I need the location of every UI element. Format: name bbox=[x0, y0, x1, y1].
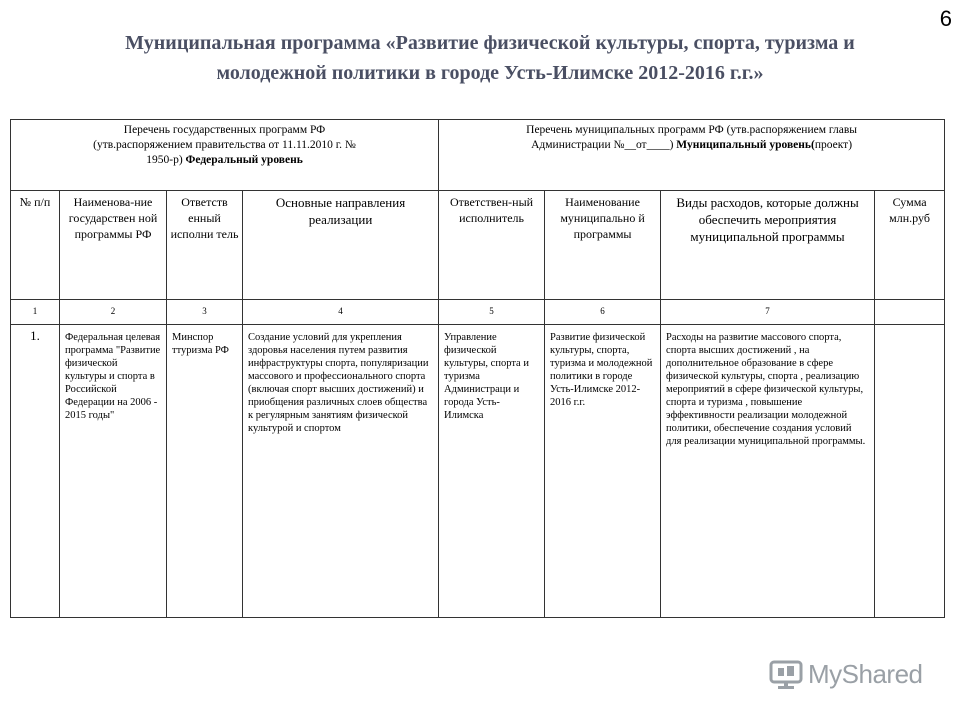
table-row bbox=[11, 325, 945, 618]
column-number-4: 4 bbox=[243, 300, 439, 325]
watermark bbox=[768, 656, 923, 692]
column-header-expenses: Виды расходов, которые должны обеспечить мероприятия муниципальной программы bbox=[661, 191, 875, 300]
federal-header-line-1: Перечень государственных программ РФ bbox=[123, 124, 326, 136]
federal-level-header bbox=[11, 120, 439, 191]
column-number-6: 6 bbox=[545, 300, 661, 325]
page-title bbox=[40, 28, 940, 88]
municipal-level-header bbox=[439, 120, 945, 191]
municipal-header-line-1: Перечень муниципальных программ РФ (утв.распоряжением главы bbox=[526, 124, 857, 136]
page-number: 6 bbox=[939, 6, 952, 31]
column-number-5: 5 bbox=[439, 300, 545, 325]
federal-level-label: Федеральный уровень bbox=[185, 154, 303, 166]
municipal-order-number: Администрации №__от____) bbox=[531, 139, 674, 151]
column-header-sum: Сумма млн.руб bbox=[875, 191, 945, 300]
municipal-level-label: Муниципальный уровень( bbox=[676, 139, 815, 151]
column-number-7: 7 bbox=[661, 300, 875, 325]
programs-table bbox=[10, 119, 945, 618]
column-header-executor: Ответств енный исполни тель bbox=[167, 191, 243, 300]
table-group-header-row bbox=[11, 120, 945, 191]
title-line-2: молодежной политики в городе Усть-Илимске 2012-2016 г.г.» bbox=[216, 62, 764, 84]
row-directions: Создание условий для укрепления здоровья населения путем развития инфраструктуры спорта, популяризации массового и профессионального спорта (включая спорт высших достижений) и приобщения различных слоев общества к регулярным занятиям физической культурой и спортом bbox=[243, 325, 439, 618]
row-sum bbox=[875, 325, 945, 618]
table-column-header-row bbox=[11, 191, 945, 300]
column-header-number: № п/п bbox=[11, 191, 60, 300]
watermark-brand: MyShared bbox=[808, 658, 923, 689]
title-line-1: Муниципальная программа «Развитие физической культуры, спорта, туризма и bbox=[125, 32, 855, 54]
municipal-level-status: проект) bbox=[814, 139, 853, 151]
column-number-3: 3 bbox=[167, 300, 243, 325]
column-number-1: 1 bbox=[11, 300, 60, 325]
column-header-program-name: Наименова-ние государствен ной программы РФ bbox=[60, 191, 167, 300]
column-number-empty bbox=[875, 300, 945, 325]
federal-header-line-2: (утв.распоряжением правительства от 11.11.2010 г. № bbox=[93, 139, 356, 151]
column-header-municipal-executor: Ответствен-ный исполнитель bbox=[439, 191, 545, 300]
federal-order-number: 1950-р) bbox=[146, 154, 183, 166]
column-number-2: 2 bbox=[60, 300, 167, 325]
column-header-directions: Основные направления реализации bbox=[243, 191, 439, 300]
row-expenses: Расходы на развитие массового спорта, спорта высших достижений , на дополнительное образование в сфере физической культуры, спорта , реализацию мероприятий в сфере физической культуры, спорта и туризма , повышение эффективности реализации молодежной политики, обеспечение создания условий для реализации муниципальной программы. bbox=[661, 325, 875, 618]
column-number-row bbox=[11, 300, 945, 325]
federal-header-line-3 bbox=[14, 153, 435, 168]
row-municipal-program: Развитие физической культуры, спорта, туризма и молодежной политики в городе Усть-Илимске 2012-2016 г.г. bbox=[545, 325, 661, 618]
row-program-name: Федеральная целевая программа "Развитие физической культуры и спорта в Российской Федерации на 2006 - 2015 годы" bbox=[60, 325, 167, 618]
row-number: 1. bbox=[11, 325, 60, 618]
municipal-header-line-2 bbox=[442, 138, 941, 153]
row-municipal-executor: Управление физической культуры, спорта и туризма Администраци и города Усть-Илимска bbox=[439, 325, 545, 618]
row-executor: Минспор ттуризма РФ bbox=[167, 325, 243, 618]
column-header-municipal-program: Наименование муниципально й программы bbox=[545, 191, 661, 300]
slideshow-icon bbox=[768, 656, 804, 692]
